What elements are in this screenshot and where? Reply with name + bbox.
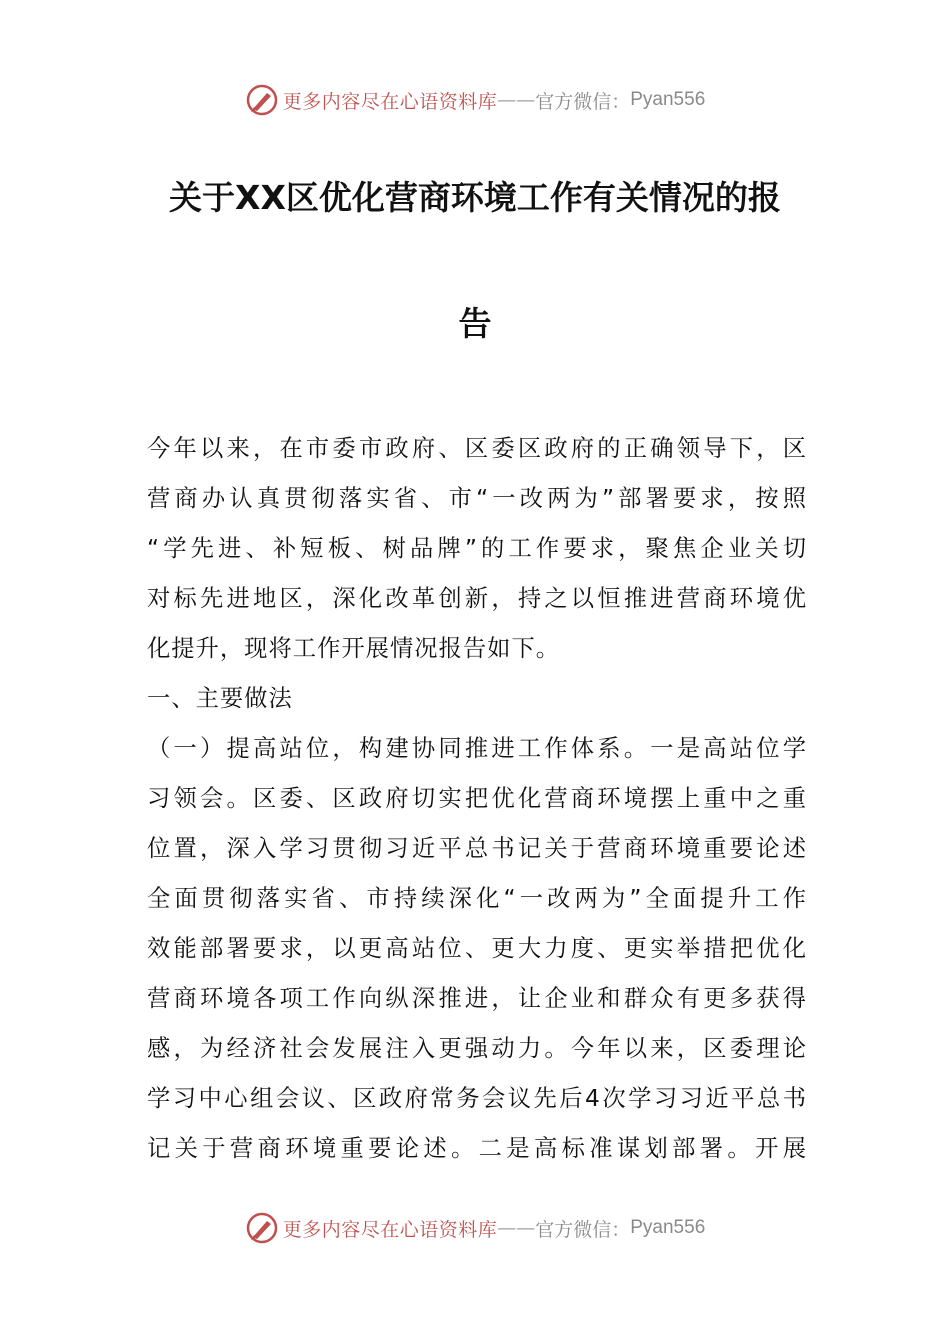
banner-text: 更多内容尽在心语资料库	[282, 90, 498, 113]
document-title-line-2: 告	[458, 304, 492, 343]
body-line: 学习中心组会议、区政府常务会议先后4次学习习近平总书	[147, 1085, 807, 1112]
body-line: 效能部署要求，以更高站位、更大力度、更实举措把优化	[147, 935, 807, 962]
body-line: 营商环境各项工作向纵深推进，让企业和群众有更多获得	[147, 985, 807, 1012]
body-line: 对标先进地区，深化改革创新，持之以恒推进营商环境优	[147, 585, 807, 612]
banner-wechat-id: Pyan556	[630, 89, 706, 110]
body-line: 营商办认真贯彻落实省、市“一改两为”部署要求，按照	[147, 485, 807, 512]
document-body	[147, 430, 807, 1180]
body-line: “学先进、补短板、树品牌”的工作要求，聚焦企业关切	[147, 535, 807, 562]
banner-wechat-label: 官方微信：	[535, 90, 631, 113]
banner-dash: ——	[497, 1217, 536, 1239]
header-watermark-banner	[0, 80, 950, 120]
body-line: 习领会。区委、区政府切实把优化营商环境摆上重中之重	[147, 785, 807, 812]
section-heading: 一、主要做法	[147, 685, 293, 712]
banner-dash: ——	[497, 89, 536, 111]
body-line: 记关于营商环境重要论述。二是高标准谋划部署。开展	[147, 1135, 807, 1162]
banner-wechat-id: Pyan556	[630, 1217, 706, 1238]
footer-watermark-banner	[0, 1208, 950, 1248]
body-line: （一）提高站位，构建协同推进工作体系。一是高站位学	[147, 735, 807, 762]
pen-logo-icon	[245, 83, 279, 117]
banner-wechat-label: 官方微信：	[535, 1218, 631, 1241]
body-line: 今年以来，在市委市政府、区委区政府的正确领导下，区	[147, 435, 807, 462]
document-title-line-1: 关于XX区优化营商环境工作有关情况的报	[169, 178, 781, 217]
body-line: 位置，深入学习贯彻习近平总书记关于营商环境重要论述	[147, 835, 807, 862]
pen-logo-icon	[245, 1211, 279, 1245]
banner-text: 更多内容尽在心语资料库	[282, 1218, 498, 1241]
body-line: 化提升，现将工作开展情况报告如下。	[147, 635, 561, 662]
body-line: 全面贯彻落实省、市持续深化“一改两为”全面提升工作	[147, 885, 807, 912]
body-line: 感，为经济社会发展注入更强动力。今年以来，区委理论	[147, 1035, 807, 1062]
